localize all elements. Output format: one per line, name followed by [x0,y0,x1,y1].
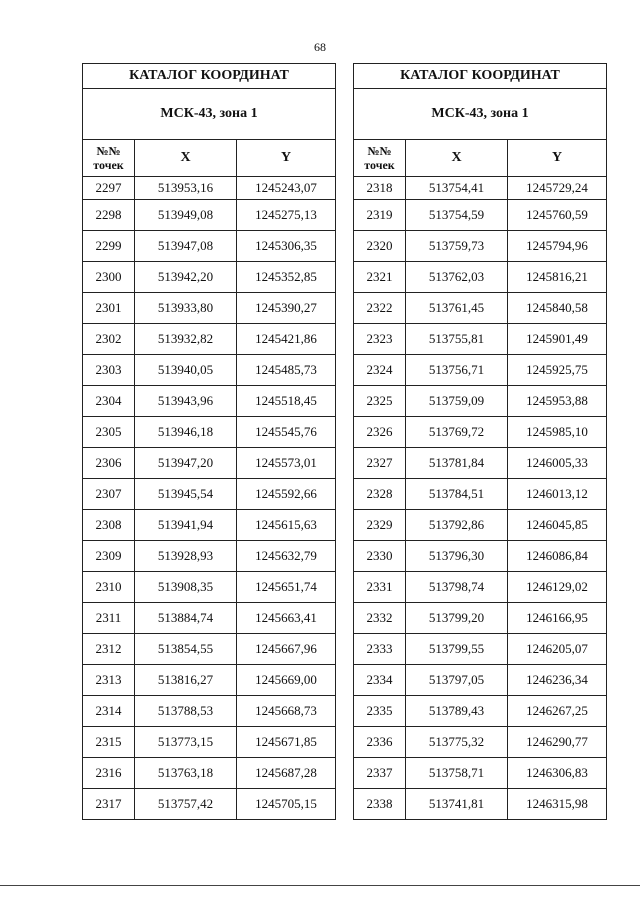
y-header: Y [508,140,607,177]
x-coordinate-cell: 513799,20 [406,603,508,634]
y-header: Y [237,140,336,177]
y-coordinate-cell: 1245243,07 [237,177,336,200]
table-row [354,727,607,758]
point-number-cell: 2326 [354,417,406,448]
y-coordinate-cell: 1245592,66 [237,479,336,510]
x-coordinate-cell: 513759,09 [406,386,508,417]
point-number-cell: 2315 [83,727,135,758]
page-bottom-rule [0,885,640,886]
point-number-cell: 2322 [354,293,406,324]
y-coordinate-cell: 1245545,76 [237,417,336,448]
table-row [354,789,607,820]
x-coordinate-cell: 513854,55 [135,634,237,665]
point-number-cell: 2321 [354,262,406,293]
x-coordinate-cell: 513946,18 [135,417,237,448]
table-row [83,417,336,448]
point-number-cell: 2312 [83,634,135,665]
point-number-cell: 2333 [354,634,406,665]
point-number-header-line2: точек [364,158,395,172]
point-number-cell: 2306 [83,448,135,479]
table-row [354,510,607,541]
y-coordinate-cell: 1245615,63 [237,510,336,541]
point-number-cell: 2301 [83,293,135,324]
y-coordinate-cell: 1245729,24 [508,177,607,200]
point-number-header-line2: точек [93,158,124,172]
point-number-cell: 2320 [354,231,406,262]
y-coordinate-cell: 1246315,98 [508,789,607,820]
point-number-header [354,140,406,177]
point-number-cell: 2338 [354,789,406,820]
table-row [354,293,607,324]
y-coordinate-cell: 1246306,83 [508,758,607,789]
point-number-cell: 2324 [354,355,406,386]
y-coordinate-cell: 1245390,27 [237,293,336,324]
table-row [83,572,336,603]
point-number-cell: 2323 [354,324,406,355]
x-coordinate-cell: 513788,53 [135,696,237,727]
y-coordinate-cell: 1246166,95 [508,603,607,634]
y-coordinate-cell: 1245306,35 [237,231,336,262]
table-row [354,665,607,696]
x-coordinate-cell: 513755,81 [406,324,508,355]
x-coordinate-cell: 513741,81 [406,789,508,820]
table-row [83,727,336,758]
table-row [83,634,336,665]
x-coordinate-cell: 513797,05 [406,665,508,696]
y-coordinate-cell: 1245421,86 [237,324,336,355]
point-number-cell: 2304 [83,386,135,417]
y-coordinate-cell: 1246129,02 [508,572,607,603]
x-coordinate-cell: 513758,71 [406,758,508,789]
point-number-cell: 2308 [83,510,135,541]
y-coordinate-cell: 1245573,01 [237,448,336,479]
x-coordinate-cell: 513947,20 [135,448,237,479]
table-row [83,355,336,386]
y-coordinate-cell: 1246013,12 [508,479,607,510]
point-number-cell: 2300 [83,262,135,293]
point-number-cell: 2317 [83,789,135,820]
x-coordinate-cell: 513943,96 [135,386,237,417]
x-coordinate-cell: 513784,51 [406,479,508,510]
y-coordinate-cell: 1245760,59 [508,200,607,231]
rows-right [354,177,607,820]
point-number-cell: 2297 [83,177,135,200]
point-number-cell: 2335 [354,696,406,727]
table-row [83,262,336,293]
x-coordinate-cell: 513796,30 [406,541,508,572]
table-row [83,231,336,262]
point-number-cell: 2302 [83,324,135,355]
table-row [354,696,607,727]
point-number-cell: 2337 [354,758,406,789]
table-row [354,603,607,634]
table-row [354,417,607,448]
y-coordinate-cell: 1245518,45 [237,386,336,417]
point-number-cell: 2316 [83,758,135,789]
point-number-header-line1: №№ [367,144,392,158]
y-coordinate-cell: 1245663,41 [237,603,336,634]
y-coordinate-cell: 1245667,96 [237,634,336,665]
coordinate-table-right [353,63,607,820]
table-row [83,758,336,789]
point-number-cell: 2313 [83,665,135,696]
coordinate-table-left [82,63,336,820]
table-row [83,177,336,200]
table-row [354,355,607,386]
y-coordinate-cell: 1245632,79 [237,541,336,572]
point-number-cell: 2329 [354,510,406,541]
y-coordinate-cell: 1246267,25 [508,696,607,727]
x-coordinate-cell: 513769,72 [406,417,508,448]
table-row [83,200,336,231]
y-coordinate-cell: 1245816,21 [508,262,607,293]
catalog-title: КАТАЛОГ КООРДИНАТ [83,64,336,89]
x-coordinate-cell: 513816,27 [135,665,237,696]
table-row [83,789,336,820]
y-coordinate-cell: 1246005,33 [508,448,607,479]
table-row [354,262,607,293]
point-number-cell: 2319 [354,200,406,231]
x-coordinate-cell: 513761,45 [406,293,508,324]
table-row [83,324,336,355]
x-coordinate-cell: 513798,74 [406,572,508,603]
zone-label: МСК-43, зона 1 [83,89,336,140]
rows-left [83,177,336,820]
point-number-cell: 2303 [83,355,135,386]
point-number-cell: 2325 [354,386,406,417]
x-coordinate-cell: 513763,18 [135,758,237,789]
table-row [83,386,336,417]
point-number-cell: 2327 [354,448,406,479]
point-number-cell: 2332 [354,603,406,634]
x-coordinate-cell: 513932,82 [135,324,237,355]
table-row [83,665,336,696]
y-coordinate-cell: 1245687,28 [237,758,336,789]
table-row [83,541,336,572]
y-coordinate-cell: 1245651,74 [237,572,336,603]
x-coordinate-cell: 513942,20 [135,262,237,293]
y-coordinate-cell: 1245275,13 [237,200,336,231]
table-row [354,448,607,479]
y-coordinate-cell: 1246205,07 [508,634,607,665]
y-coordinate-cell: 1245985,10 [508,417,607,448]
x-coordinate-cell: 513754,41 [406,177,508,200]
x-coordinate-cell: 513756,71 [406,355,508,386]
y-coordinate-cell: 1245794,96 [508,231,607,262]
x-coordinate-cell: 513792,86 [406,510,508,541]
point-number-cell: 2299 [83,231,135,262]
x-coordinate-cell: 513773,15 [135,727,237,758]
y-coordinate-cell: 1246290,77 [508,727,607,758]
table-row [354,479,607,510]
x-coordinate-cell: 513941,94 [135,510,237,541]
y-coordinate-cell: 1245669,00 [237,665,336,696]
x-coordinate-cell: 513757,42 [135,789,237,820]
point-number-header-line1: №№ [96,144,121,158]
x-coordinate-cell: 513933,80 [135,293,237,324]
x-coordinate-cell: 513945,54 [135,479,237,510]
table-row [354,541,607,572]
point-number-cell: 2330 [354,541,406,572]
x-coordinate-cell: 513781,84 [406,448,508,479]
table-row [83,603,336,634]
point-number-cell: 2307 [83,479,135,510]
x-coordinate-cell: 513775,32 [406,727,508,758]
point-number-cell: 2336 [354,727,406,758]
y-coordinate-cell: 1245953,88 [508,386,607,417]
table-row [83,696,336,727]
point-number-cell: 2309 [83,541,135,572]
point-number-cell: 2305 [83,417,135,448]
x-coordinate-cell: 513908,35 [135,572,237,603]
table-row [354,386,607,417]
x-coordinate-cell: 513947,08 [135,231,237,262]
point-number-cell: 2328 [354,479,406,510]
x-coordinate-cell: 513940,05 [135,355,237,386]
catalog-title: КАТАЛОГ КООРДИНАТ [354,64,607,89]
table-row [83,479,336,510]
y-coordinate-cell: 1245925,75 [508,355,607,386]
point-number-cell: 2318 [354,177,406,200]
y-coordinate-cell: 1246236,34 [508,665,607,696]
y-coordinate-cell: 1246086,84 [508,541,607,572]
table-row [83,448,336,479]
point-number-cell: 2311 [83,603,135,634]
y-coordinate-cell: 1245840,58 [508,293,607,324]
x-coordinate-cell: 513759,73 [406,231,508,262]
table-row [354,200,607,231]
point-number-cell: 2298 [83,200,135,231]
x-coordinate-cell: 513949,08 [135,200,237,231]
point-number-cell: 2334 [354,665,406,696]
point-number-cell: 2310 [83,572,135,603]
x-coordinate-cell: 513799,55 [406,634,508,665]
page-number: 68 [314,40,326,54]
y-coordinate-cell: 1245705,15 [237,789,336,820]
x-coordinate-cell: 513789,43 [406,696,508,727]
y-coordinate-cell: 1245901,49 [508,324,607,355]
x-coordinate-cell: 513928,93 [135,541,237,572]
x-header: X [406,140,508,177]
table-row [354,572,607,603]
point-number-cell: 2331 [354,572,406,603]
y-coordinate-cell: 1245671,85 [237,727,336,758]
table-row [354,634,607,665]
zone-label: МСК-43, зона 1 [354,89,607,140]
point-number-header [83,140,135,177]
y-coordinate-cell: 1245668,73 [237,696,336,727]
x-header: X [135,140,237,177]
x-coordinate-cell: 513953,16 [135,177,237,200]
x-coordinate-cell: 513762,03 [406,262,508,293]
y-coordinate-cell: 1245485,73 [237,355,336,386]
y-coordinate-cell: 1246045,85 [508,510,607,541]
table-row [354,177,607,200]
table-row [354,324,607,355]
table-row [354,231,607,262]
x-coordinate-cell: 513884,74 [135,603,237,634]
table-row [83,293,336,324]
table-row [354,758,607,789]
table-row [83,510,336,541]
x-coordinate-cell: 513754,59 [406,200,508,231]
point-number-cell: 2314 [83,696,135,727]
y-coordinate-cell: 1245352,85 [237,262,336,293]
